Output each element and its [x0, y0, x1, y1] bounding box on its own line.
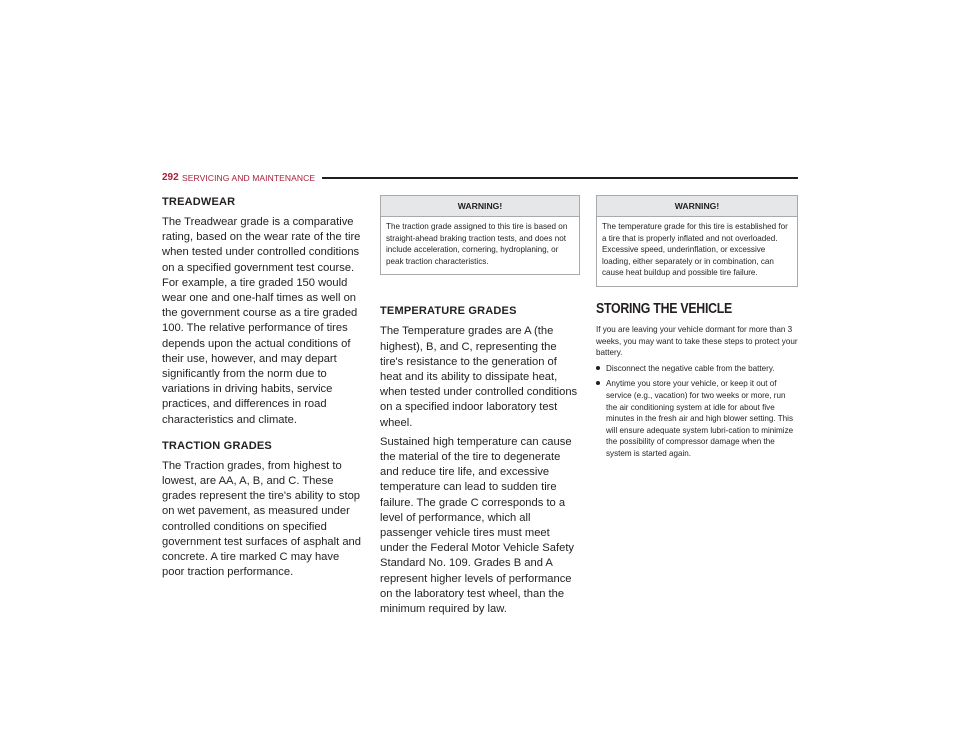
traction-grades-heading: TRACTION GRADES [162, 439, 272, 452]
temperature-warning-box [596, 195, 798, 287]
bullet-icon [596, 381, 600, 385]
page-number: 292 [162, 172, 179, 183]
column-1 [162, 196, 364, 580]
storing-intro: If you are leaving your vehicle dormant for more than 3 weeks, you may want to take these steps to protect your battery. [596, 324, 798, 358]
list-item [596, 363, 798, 375]
temperature-paragraph-1: The Temperature grades are A (the highest), B, and C, representing the tire's resistance to the generation of heat and its ability to dissipate heat, when tested under controlled conditions on a specified indoor laboratory test wheel. [380, 325, 578, 429]
column-3 [596, 195, 798, 460]
traction-warning-box [380, 195, 580, 275]
section-title: SERVICING AND MAINTENANCE [182, 173, 316, 183]
temperature-paragraph-2: Sustained high temperature can cause the material of the tire to degenerate and reduce tire life, and excessive temperature can lead to sudden tire failure. The grade C corresponds to a level of performance, which all passenger vehicle tires must meet under the Federal Motor Vehicle Safety Standard No. 109. Grades B and A represent higher levels of performance on the laboratory test wheel, than the minimum required by law. [380, 435, 575, 616]
bullet-text: Disconnect the negative cable from the battery. [606, 363, 775, 373]
temperature-grades-heading: TEMPERATURE GRADES [380, 305, 517, 318]
traction-grades-paragraph: The Traction grades, from highest to lowest, are AA, A, B, and C. These grades represent the tire's ability to stop on wet pavement, as measured under controlled conditions on specified government test surfaces of asphalt and concrete. A tire marked C may have poor traction performance. [162, 459, 362, 579]
page-header [162, 172, 798, 186]
bullet-icon [596, 366, 600, 370]
header-rule [322, 177, 798, 179]
warning-title: WARNING! [381, 196, 579, 217]
bullet-text: Anytime you store your vehicle, or keep it out of service (e.g., vacation) for two weeks or more, run the air conditioning system at idle for about five minutes in the fresh air and high blower setting. This will ensure adequate system lubri-cation to minimize the possibility of compressor damage when the system is started again. [606, 379, 794, 458]
list-item [596, 378, 798, 459]
column-2 [380, 195, 580, 617]
warning-text: The traction grade assigned to this tire is based on straight-ahead braking traction tests, and does not include acceleration, cornering, hydroplaning, or peak traction characteristics. [386, 222, 568, 266]
warning-text: The temperature grade for this tire is established for a tire that is properly inflated and not overloaded. Excessive speed, underinflation, or excessive loading, either separately or in combination, can cause heat buildup and possible tire failure. [602, 222, 788, 278]
treadwear-paragraph: The Treadwear grade is a comparative rating, based on the wear rate of the tire when tested under controlled conditions on a specified government test course. For example, a tire graded 150 would wear one and one-half times as well on the government course as a tire graded 100. The relative performance of tires depends upon the actual conditions of their use, however, and may depart significantly from the norm due to variations in driving habits, service practices, and differences in road characteristics and climate. [162, 216, 361, 426]
warning-title: WARNING! [597, 196, 797, 217]
storing-vehicle-heading: STORING THE VEHICLE [596, 300, 732, 317]
treadwear-heading: TREADWEAR [162, 196, 236, 208]
